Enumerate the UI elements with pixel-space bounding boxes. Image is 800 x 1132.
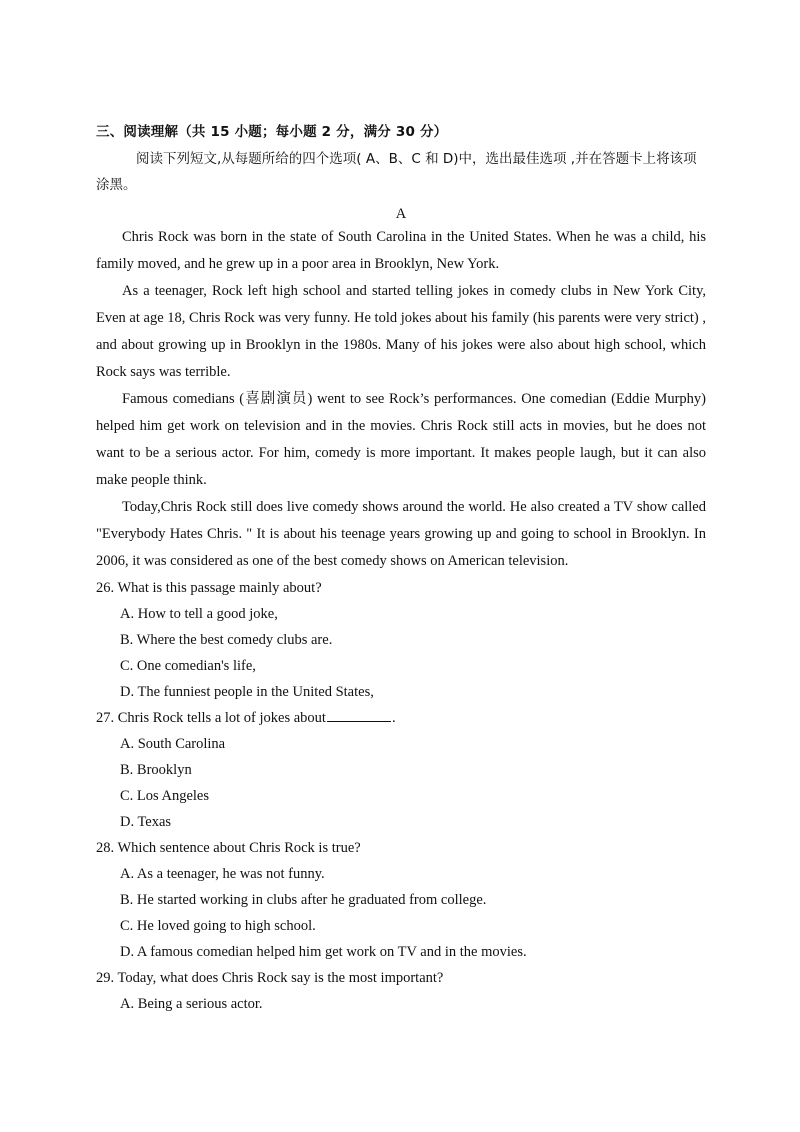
question-text: 28. Which sentence about Chris Rock is true? <box>96 840 361 856</box>
option-list <box>96 601 706 705</box>
option-list <box>96 991 706 1017</box>
option-d: D. A famous comedian helped him get work on TV and in the movies. <box>120 944 527 960</box>
passage-paragraph: Famous comedians (喜剧演员) went to see Rock’s performances. One comedian (Eddie Murphy) helped him get work on television and in the movies. Chris Rock still acts in movies, but he does not want to be a serious actor. For him, comedy is more important. It makes people laugh, but it can also make people think. <box>96 391 706 488</box>
question-text-end: . <box>391 710 396 726</box>
exam-page <box>96 122 706 1017</box>
question-28 <box>96 835 706 965</box>
option-c: C. One comedian's life, <box>120 658 256 674</box>
option-b: B. He started working in clubs after he graduated from college. <box>120 892 487 908</box>
question-stem <box>96 575 706 601</box>
option-c: C. He loved going to high school. <box>120 918 316 934</box>
option-list <box>96 861 706 965</box>
section-instructions: 阅读下列短文,从每题所给的四个选项( A、B、C 和 D)中，选出最佳选项 ,并在答题卡上将该项涂黑。 <box>96 151 697 193</box>
option-a: A. How to tell a good joke, <box>120 606 278 622</box>
passage-paragraph: Chris Rock was born in the state of South Carolina in the United States. When he was a child, his family moved, and he grew up in a poor area in Brooklyn, New York. <box>96 229 706 272</box>
question-list <box>96 575 706 1017</box>
question-29 <box>96 965 706 1017</box>
question-26 <box>96 575 706 705</box>
question-text: 27. Chris Rock tells a lot of jokes about <box>96 710 326 726</box>
option-a: A. As a teenager, he was not funny. <box>120 866 325 882</box>
option-b: B. Where the best comedy clubs are. <box>120 632 333 648</box>
section-heading: 三、阅读理解（共 15 小题；每小题 2 分，满分 30 分） <box>96 124 448 140</box>
question-stem <box>96 835 706 861</box>
reading-passage <box>96 204 706 575</box>
option-c: C. Los Angeles <box>120 788 210 804</box>
question-text: 29. Today, what does Chris Rock say is the most important? <box>96 970 444 986</box>
question-text: 26. What is this passage mainly about? <box>96 580 322 596</box>
option-a: A. Being a serious actor. <box>120 996 263 1012</box>
question-stem <box>96 705 706 731</box>
passage-label: A <box>395 206 407 222</box>
passage-paragraph: Today,Chris Rock still does live comedy shows around the world. He also created a TV show called "Everybody Hates Chris. " It is about his teenage years growing up and going to school in Brooklyn. In 2006, it was considered as one of the best comedy shows on American television. <box>96 499 706 569</box>
question-27 <box>96 705 706 835</box>
option-a: A. South Carolina <box>120 736 226 752</box>
option-list <box>96 731 706 835</box>
option-b: B. Brooklyn <box>120 762 192 778</box>
answer-blank <box>327 707 391 722</box>
option-d: D. The funniest people in the United States, <box>120 684 374 700</box>
passage-paragraph: As a teenager, Rock left high school and started telling jokes in comedy clubs in New York City, Even at age 18, Chris Rock was very funny. He told jokes about his family (his parents were very strict) , and about growing up in Brooklyn in the 1980s. Many of his jokes were also about high school, which Rock says was terrible. <box>96 283 706 380</box>
option-d: D. Texas <box>120 814 172 830</box>
question-stem <box>96 965 706 991</box>
